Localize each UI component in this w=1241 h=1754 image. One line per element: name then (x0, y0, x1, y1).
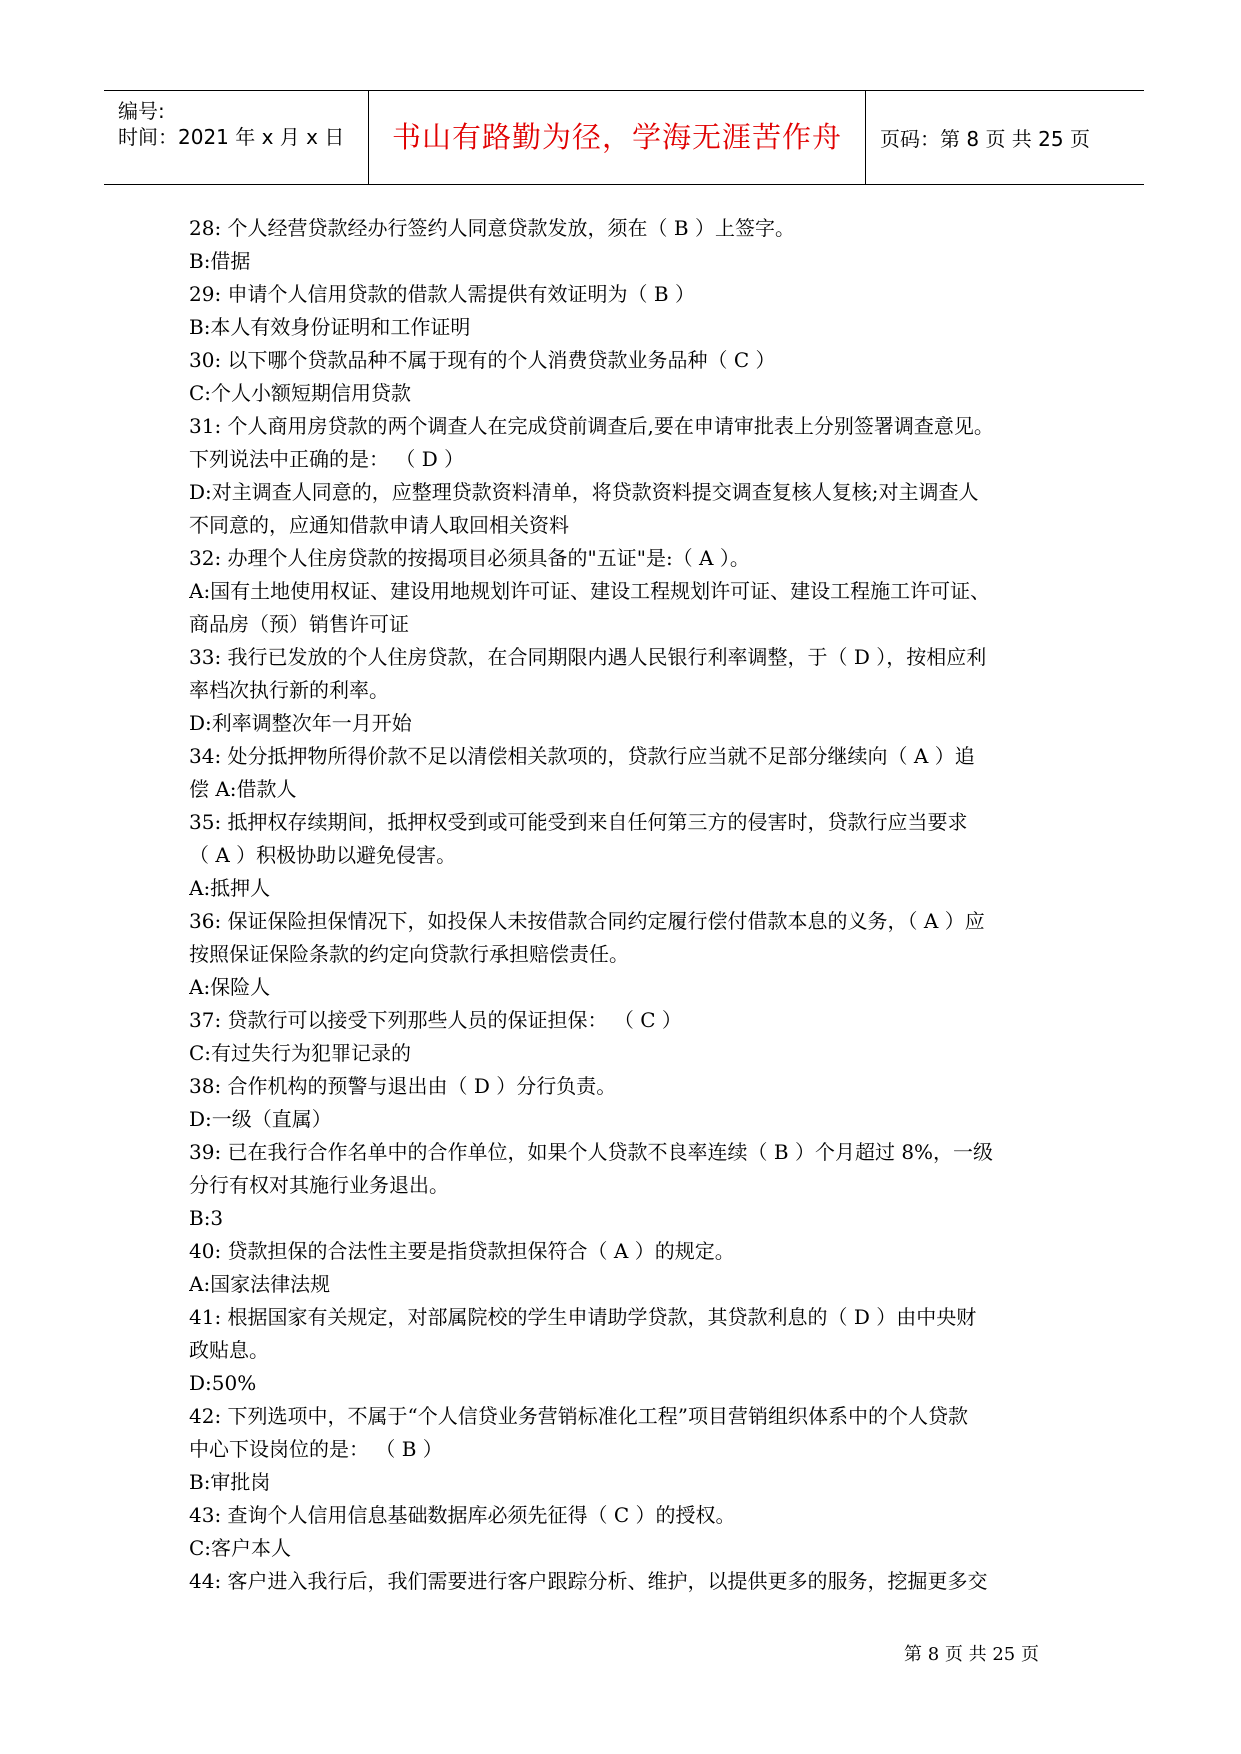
question-list (189, 212, 1069, 1598)
text-line: D:50% (189, 1371, 257, 1395)
document-header (104, 90, 1144, 185)
text-line: 30: 以下哪个贷款品种不属于现有的个人消费贷款业务品种（ C ） (189, 348, 776, 372)
text-line: 下列说法中正确的是： （ D ） (189, 447, 465, 471)
text-line: 28: 个人经营贷款经办行签约人同意贷款发放，须在（ B ）上签字。 (189, 216, 795, 240)
text-line: 42: 下列选项中，不属于“个人信贷业务营销标准化工程”项目营销组织体系中的个人贷款 (189, 1404, 968, 1428)
text-line: 29: 申请个人信用贷款的借款人需提供有效证明为（ B ） (189, 282, 695, 306)
header-info-cell (104, 91, 369, 184)
text-line: 34: 处分抵押物所得价款不足以清偿相关款项的，贷款行应当就不足部分继续向（ A ）追 (189, 744, 975, 768)
text-line: A:国有土地使用权证、建设用地规划许可证、建设工程规划许可证、建设工程施工许可证、 (189, 579, 991, 603)
page-footer: 第 8 页 共 25 页 (904, 1644, 1039, 1665)
text-line: C:个人小额短期信用贷款 (189, 381, 412, 405)
text-line: D:一级（直属） (189, 1107, 332, 1131)
text-line: A:保险人 (189, 975, 271, 999)
header-page-cell (866, 91, 1144, 184)
text-line: 不同意的，应通知借款申请人取回相关资料 (189, 513, 569, 537)
text-line: 31: 个人商用房贷款的两个调查人在完成贷前调查后,要在申请审批表上分别签署调查意见。 (189, 414, 994, 438)
text-line: C:有过失行为犯罪记录的 (189, 1041, 412, 1065)
text-line: 40: 贷款担保的合法性主要是指贷款担保符合（ A ）的规定。 (189, 1239, 735, 1263)
text-line: 39: 已在我行合作名单中的合作单位，如果个人贷款不良率连续（ B ）个月超过 8%，一级 (189, 1140, 994, 1164)
text-line: D:对主调查人同意的，应整理贷款资料清单，将贷款资料提交调查复核人复核;对主调查人 (189, 480, 979, 504)
header-page-code: 页码：第 8 页 共 25 页 (880, 127, 1090, 151)
text-line: 44: 客户进入我行后，我们需要进行客户跟踪分析、维护，以提供更多的服务，挖掘更多交 (189, 1569, 988, 1593)
text-line: B:本人有效身份证明和工作证明 (189, 315, 471, 339)
text-line: A:抵押人 (189, 876, 271, 900)
text-line: 43: 查询个人信用信息基础数据库必须先征得（ C ）的授权。 (189, 1503, 736, 1527)
text-line: 分行有权对其施行业务退出。 (189, 1173, 449, 1197)
text-line: B:审批岗 (189, 1470, 271, 1494)
text-line: （ A ）积极协助以避免侵害。 (189, 843, 457, 867)
text-line: B:3 (189, 1206, 224, 1230)
text-line: 33: 我行已发放的个人住房贷款，在合同期限内遇人民银行利率调整，于（ D ），按相应利 (189, 645, 987, 669)
text-line: 38: 合作机构的预警与退出由（ D ）分行负责。 (189, 1074, 617, 1098)
text-line: 政贴息。 (189, 1338, 269, 1362)
text-line: 41: 根据国家有关规定，对部属院校的学生申请助学贷款，其贷款利息的（ D ）由中央财 (189, 1305, 977, 1329)
text-line: 32: 办理个人住房贷款的按揭项目必须具备的"五证"是:（ A ）。 (189, 546, 750, 570)
text-line: 偿 A:借款人 (189, 777, 297, 801)
text-line: 按照保证保险条款的约定向贷款行承担赔偿责任。 (189, 942, 629, 966)
header-motto-cell (369, 91, 866, 184)
text-line: B:借据 (189, 249, 251, 273)
text-line: 36: 保证保险担保情况下，如投保人未按借款合同约定履行偿付借款本息的义务，（ A ）应 (189, 909, 985, 933)
document-number-label: 编号: (118, 99, 165, 123)
text-line: 35: 抵押权存续期间，抵押权受到或可能受到来自任何第三方的侵害时，贷款行应当要求 (189, 810, 968, 834)
document-date-label: 时间：2021 年 x 月 x 日 (118, 125, 345, 149)
text-line: 率档次执行新的利率。 (189, 678, 389, 702)
text-line: 中心下设岗位的是： （ B ） (189, 1437, 443, 1461)
text-line: A:国家法律法规 (189, 1272, 331, 1296)
text-line: 37: 贷款行可以接受下列那些人员的保证担保： （ C ） (189, 1008, 682, 1032)
text-line: 商品房（预）销售许可证 (189, 612, 409, 636)
text-line: C:客户本人 (189, 1536, 292, 1560)
header-motto: 书山有路勤为径，学海无涯苦作舟 (391, 120, 842, 154)
text-line: D:利率调整次年一月开始 (189, 711, 412, 735)
